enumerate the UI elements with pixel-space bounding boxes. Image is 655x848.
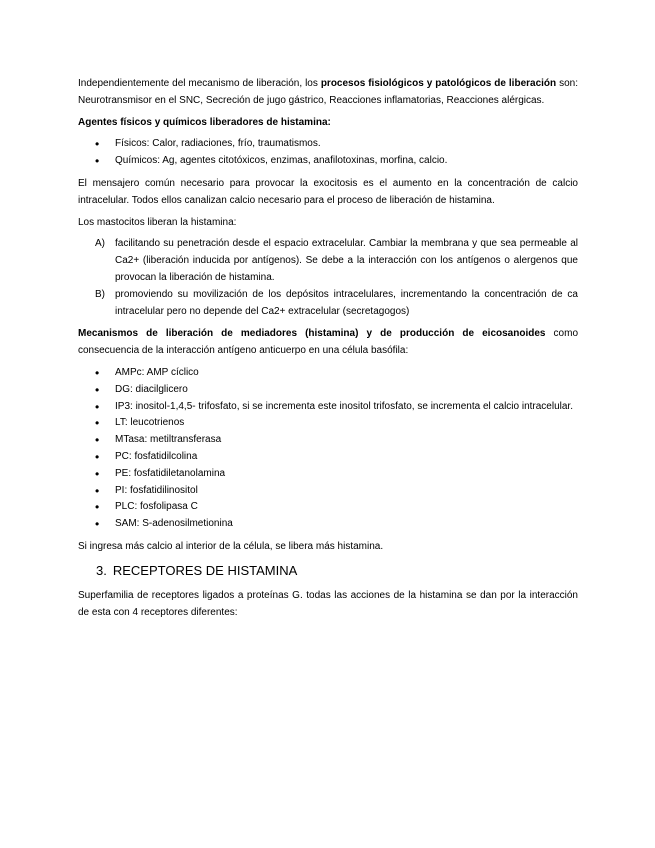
list-item: • PI: fosfatidilinositol [78,483,578,500]
calcium-note: Si ingresa más calcio al interior de la célula, se libera más histamina. [78,540,384,552]
mastocitos-intro: Los mastocitos liberan la histamina: [78,216,237,228]
section-title: RECEPTORES DE HISTAMINA [112,562,298,578]
mastocitos-list [78,236,578,320]
list-text: promoviendo su movilización de los depósitos intracelulares, incrementando la concentración de ca intracelular pero no depende del Ca2+ extracelular (secretagogos) [115,288,578,317]
mechanisms-bold: Mecanismos de liberación de mediadores (histamina) y de producción de eicosanoides [78,328,546,340]
list-marker: B) [95,288,105,300]
list-item: • AMPc: AMP cíclico [78,365,578,382]
list-item: • DG: diacilglicero [78,382,578,399]
section-number: 3. [96,562,107,578]
section-heading [78,562,578,580]
abbreviations-list [78,365,578,533]
list-item: • PE: fosfatidiletanolamina [78,466,578,483]
intro-bold: procesos fisiológicos y patológicos de liberación [320,78,557,89]
intro-text-a: Independientemente del mecanismo de liberación, los [78,78,321,89]
messenger-paragraph: El mensajero común necesario para provocar la exocitosis es el aumento en la concentración de calcio intracelular. Todos ellos canalizan calcio necesario para el proceso de liberación de histamina. [78,177,578,206]
list-item: • Químicos: Ag, agentes citotóxicos, enzimas, anafilotoxinas, morfina, calcio. [78,153,578,170]
list-item: • MTasa: metiltransferasa [78,432,578,449]
mechanisms-rest: como consecuencia de la interacción antígeno anticuerpo en una célula basófila: [78,328,579,357]
mechanisms-paragraph [78,326,578,360]
receptors-paragraph: Superfamilia de receptores ligados a proteínas G. todas las acciones de la histamina se dan por la interacción de esta con 4 receptores diferentes: [78,589,578,618]
list-item: • PLC: fosfolipasa C [78,499,578,516]
list-item: • Físicos: Calor, radiaciones, frío, traumatismos. [78,136,578,153]
list-item [78,287,578,321]
list-item: • IP3: inositol-1,4,5- trifosfato, si se incrementa este inositol trifosfato, se incrementa el calcio intracelular. [78,399,578,416]
list-text: facilitando su penetración desde el espacio extracelular. Cambiar la membrana y que sea permeable al Ca2+ (liberación inducida por antígenos). Se debe a la interacción con los antígenos o alergenos que provocan la liberación de histamina. [115,238,578,283]
agents-heading: Agentes físicos y químicos liberadores de histamina: [78,116,331,128]
list-item: • SAM: S-adenosilmetionina [78,516,578,533]
agents-list [78,136,578,170]
list-marker: A) [95,238,105,250]
intro-text-b: son: Neurotransmisor en el SNC, Secreción de jugo gástrico, Reacciones inflamatorias, Reacciones alérgicas. [78,78,578,106]
list-item: • PC: fosfatidilcolina [78,449,578,466]
list-item: • LT: leucotrienos [78,415,578,432]
intro-paragraph [78,76,578,110]
list-item [78,236,578,286]
document-page [78,76,578,626]
